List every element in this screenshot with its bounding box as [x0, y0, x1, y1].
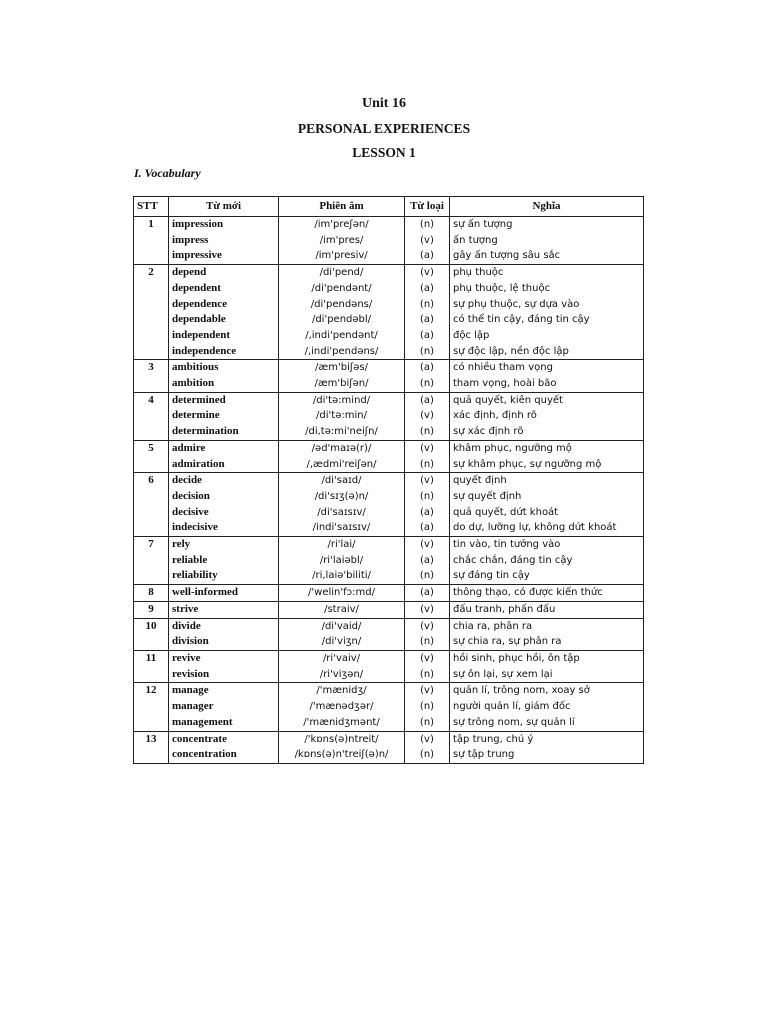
cell-pronunciation-line: /,indi'pendəns/ [304, 345, 379, 357]
cell-meaning-line: sự khâm phục, sự ngưỡng mộ [453, 458, 602, 470]
cell-part-of-speech-line: (a) [420, 362, 434, 374]
cell-word-line: rely [172, 538, 191, 551]
cell-word [169, 731, 279, 763]
cell-part-of-speech-line: (v) [420, 733, 434, 745]
cell-pronunciation-line: /kɒns(ə)n'treiʃ(ə)n/ [294, 749, 389, 761]
cell-word [169, 585, 279, 602]
cell-part-of-speech [405, 265, 450, 360]
cell-word-line: concentration [172, 748, 237, 761]
cell-pronunciation [279, 473, 405, 537]
cell-part-of-speech-line: (v) [420, 442, 434, 454]
cell-stt: 9 [134, 601, 169, 618]
cell-meaning-line: chia ra, phân ra [453, 620, 533, 632]
table-row [134, 440, 644, 472]
cell-pronunciation-line: /əd'maɪə(r)/ [311, 442, 372, 454]
cell-part-of-speech [405, 473, 450, 537]
cell-meaning-line: gây ấn tượng sâu sắc [453, 250, 561, 262]
cell-part-of-speech-line: (v) [420, 475, 434, 487]
cell-part-of-speech-line: (a) [420, 522, 434, 534]
cell-meaning-line: sự trông nom, sự quản lí [453, 716, 575, 728]
cell-part-of-speech [405, 601, 450, 618]
cell-meaning [450, 217, 644, 265]
cell-word-line: depend [172, 266, 207, 279]
cell-pronunciation-line: /ri,laiə'biliti/ [312, 570, 371, 582]
cell-meaning [450, 618, 644, 650]
header-pronunciation: Phiên âm [279, 197, 405, 217]
cell-word-line: decisive [172, 505, 209, 518]
cell-word [169, 440, 279, 472]
cell-stt: 6 [134, 473, 169, 537]
cell-pronunciation-line: /di'vaid/ [321, 620, 362, 632]
cell-pronunciation [279, 650, 405, 682]
cell-meaning-line: ấn tượng [453, 234, 498, 246]
cell-part-of-speech-line: (v) [420, 603, 434, 615]
cell-part-of-speech-line: (n) [419, 378, 435, 390]
cell-word-line: manage [172, 684, 209, 697]
header-part-of-speech: Từ loại [405, 197, 450, 217]
cell-part-of-speech-line: (a) [420, 587, 434, 599]
cell-part-of-speech-line: (n) [419, 490, 435, 502]
cell-part-of-speech-line: (n) [419, 426, 435, 438]
cell-part-of-speech-line: (n) [419, 345, 435, 357]
lesson-title: LESSON 1 [352, 145, 416, 160]
cell-word-line: concentrate [172, 732, 227, 745]
cell-word-line: ambitious [172, 361, 219, 374]
cell-meaning-line: tham vọng, hoài bão [453, 378, 557, 390]
vocabulary-table [133, 196, 644, 764]
cell-part-of-speech-line: (n) [419, 749, 435, 761]
cell-pronunciation-line: /indi'saɪsɪv/ [312, 522, 371, 534]
cell-pronunciation-line: /im'preʃən/ [314, 219, 369, 230]
cell-word [169, 392, 279, 440]
cell-word [169, 473, 279, 537]
cell-pronunciation [279, 618, 405, 650]
cell-meaning [450, 537, 644, 585]
cell-meaning [450, 731, 644, 763]
cell-word-line: management [172, 715, 233, 728]
cell-word-line: independent [172, 328, 231, 341]
cell-part-of-speech-line: (n) [419, 298, 435, 310]
cell-word [169, 650, 279, 682]
cell-pronunciation [279, 440, 405, 472]
cell-word-line: well-informed [172, 586, 238, 599]
cell-part-of-speech-line: (v) [420, 652, 434, 664]
table-row [134, 601, 644, 618]
cell-word-line: admire [172, 441, 206, 454]
cell-meaning [450, 650, 644, 682]
cell-word-line: determination [172, 425, 239, 438]
header-stt: STT [134, 197, 169, 217]
cell-pronunciation [279, 217, 405, 265]
cell-part-of-speech-line: (n) [419, 219, 435, 230]
cell-pronunciation-line: /di'pendənt/ [311, 282, 372, 294]
cell-meaning-line: hồi sinh, phục hồi, ôn tập [453, 652, 580, 664]
table-row [134, 683, 644, 731]
cell-part-of-speech [405, 585, 450, 602]
table-row [134, 537, 644, 585]
cell-pronunciation-line: /æm'biʃən/ [314, 378, 369, 390]
cell-meaning-line: khâm phục, ngưỡng mộ [453, 442, 572, 454]
cell-meaning [450, 683, 644, 731]
table-row [134, 360, 644, 392]
cell-meaning [450, 360, 644, 392]
cell-part-of-speech-line: (a) [420, 329, 434, 341]
cell-word-line: independence [172, 344, 237, 357]
cell-stt: 1 [134, 217, 169, 265]
cell-word-line: dependent [172, 281, 221, 294]
cell-pronunciation-line: /di'pendəbl/ [311, 314, 372, 326]
cell-part-of-speech-line: (a) [420, 394, 434, 406]
cell-pronunciation-line: /di'saɪd/ [321, 475, 362, 487]
cell-pronunciation-line: /'mænidʒmənt/ [303, 716, 380, 728]
cell-word-line: admiration [172, 457, 225, 470]
cell-pronunciation [279, 601, 405, 618]
table-row [134, 392, 644, 440]
cell-part-of-speech [405, 360, 450, 392]
cell-meaning [450, 473, 644, 537]
cell-word-line: dependence [172, 297, 227, 310]
cell-part-of-speech [405, 392, 450, 440]
cell-word-line: indecisive [172, 521, 218, 534]
cell-meaning [450, 392, 644, 440]
cell-meaning-line: sự chia ra, sự phân ra [453, 636, 562, 648]
cell-pronunciation-line: /di'pendəns/ [310, 298, 373, 310]
cell-word-line: reliability [172, 569, 218, 582]
table-row [134, 618, 644, 650]
cell-meaning-line: quyết định [453, 475, 507, 487]
cell-pronunciation [279, 360, 405, 392]
cell-part-of-speech-line: (n) [419, 701, 435, 713]
cell-meaning [450, 601, 644, 618]
cell-pronunciation-line: /,ædmi'reiʃən/ [306, 458, 377, 470]
cell-pronunciation-line: /ri'viʒən/ [319, 668, 364, 680]
cell-pronunciation-line: /ri'laiəbl/ [319, 554, 364, 566]
cell-word-line: revision [172, 667, 210, 680]
cell-pronunciation [279, 731, 405, 763]
cell-word-line: revive [172, 651, 201, 664]
cell-part-of-speech [405, 440, 450, 472]
cell-stt: 12 [134, 683, 169, 731]
cell-meaning-line: đấu tranh, phấn đấu [453, 603, 556, 615]
cell-meaning-line: do dự, lưỡng lự, không dứt khoát [453, 522, 617, 534]
cell-stt: 13 [134, 731, 169, 763]
cell-pronunciation [279, 683, 405, 731]
cell-pronunciation-line: /di,tə:mi'neiʃn/ [305, 426, 378, 438]
cell-meaning [450, 265, 644, 360]
cell-word-line: reliable [172, 553, 208, 566]
cell-part-of-speech-line: (a) [420, 314, 434, 326]
cell-meaning-line: sự xác định rõ [453, 426, 524, 438]
cell-pronunciation-line: /di'saɪsɪv/ [317, 506, 366, 518]
cell-meaning-line: xác định, định rõ [453, 410, 537, 422]
header-word: Từ mới [169, 197, 279, 217]
cell-pronunciation [279, 392, 405, 440]
cell-word [169, 265, 279, 360]
cell-part-of-speech-line: (n) [419, 458, 435, 470]
cell-meaning-line: thông thạo, có được kiến thức [453, 587, 603, 599]
cell-meaning-line: tin vào, tin tưởng vào [453, 539, 561, 551]
cell-meaning-line: chắc chắn, đáng tin cậy [453, 554, 573, 566]
cell-stt: 8 [134, 585, 169, 602]
cell-word-line: impressive [172, 249, 222, 262]
cell-meaning-line: có thể tin cậy, đáng tin cậy [453, 314, 590, 326]
cell-part-of-speech-line: (n) [419, 668, 435, 680]
cell-stt: 3 [134, 360, 169, 392]
table-row [134, 650, 644, 682]
cell-meaning-line: có nhiều tham vọng [453, 362, 553, 374]
cell-stt: 5 [134, 440, 169, 472]
cell-pronunciation-line: /straiv/ [324, 603, 359, 615]
cell-pronunciation-line: /di'sɪʒ(ə)n/ [314, 490, 369, 502]
cell-meaning-line: quả quyết, dứt khoát [453, 506, 559, 518]
cell-stt: 11 [134, 650, 169, 682]
cell-meaning-line: sự ôn lại, sự xem lại [453, 668, 553, 680]
table-row [134, 585, 644, 602]
cell-part-of-speech-line: (v) [420, 620, 434, 632]
cell-word [169, 217, 279, 265]
cell-meaning-line: quản lí, trông nom, xoay sở [453, 685, 590, 697]
cell-meaning-line: người quản lí, giám đốc [453, 701, 571, 713]
cell-word-line: dependable [172, 313, 226, 326]
cell-pronunciation-line: /di'pend/ [319, 267, 364, 279]
cell-meaning-line: sự ấn tượng [453, 219, 513, 230]
cell-meaning-line: sự phụ thuộc, sự dựa vào [453, 298, 580, 310]
cell-meaning [450, 585, 644, 602]
cell-pronunciation [279, 537, 405, 585]
cell-meaning-line: phụ thuộc, lệ thuộc [453, 282, 551, 294]
cell-pronunciation-line: /'welin'fɔ:md/ [308, 587, 375, 599]
cell-part-of-speech [405, 217, 450, 265]
cell-meaning-line: sự quyết định [453, 490, 522, 502]
table-row [134, 731, 644, 763]
section-heading: I. Vocabulary [134, 166, 201, 180]
cell-part-of-speech-line: (n) [419, 716, 435, 728]
cell-stt: 2 [134, 265, 169, 360]
cell-stt: 4 [134, 392, 169, 440]
header-meaning: Nghĩa [450, 197, 644, 217]
cell-word [169, 683, 279, 731]
cell-pronunciation-line: /,indi'pendənt/ [305, 329, 378, 341]
cell-word [169, 618, 279, 650]
cell-pronunciation [279, 265, 405, 360]
table-row [134, 473, 644, 537]
cell-part-of-speech-line: (v) [420, 234, 434, 246]
cell-part-of-speech-line: (a) [420, 282, 434, 294]
cell-word [169, 537, 279, 585]
cell-pronunciation-line: /di'viʒn/ [321, 636, 362, 648]
cell-part-of-speech-line: (v) [420, 410, 434, 422]
cell-meaning-line: quả quyết, kiên quyết [453, 394, 563, 406]
cell-meaning [450, 440, 644, 472]
cell-pronunciation-line: /di'tə:min/ [316, 410, 367, 422]
cell-word-line: impression [172, 218, 224, 230]
table-row [134, 265, 644, 360]
cell-word-line: strive [172, 602, 199, 615]
cell-word-line: decision [172, 489, 210, 502]
cell-meaning-line: phụ thuộc [453, 267, 504, 279]
cell-part-of-speech-line: (v) [420, 267, 434, 279]
unit-topic: PERSONAL EXPERIENCES [297, 121, 471, 136]
cell-part-of-speech-line: (v) [420, 685, 434, 697]
cell-part-of-speech [405, 537, 450, 585]
cell-word-line: division [172, 635, 209, 648]
cell-word [169, 601, 279, 618]
cell-word-line: divide [172, 619, 201, 632]
cell-part-of-speech [405, 618, 450, 650]
cell-meaning-line: sự độc lập, nền độc lập [453, 345, 569, 357]
table-header-row [134, 197, 644, 217]
cell-word-line: determined [172, 393, 226, 406]
cell-word-line: determine [172, 409, 220, 422]
cell-word-line: decide [172, 474, 202, 487]
cell-part-of-speech [405, 650, 450, 682]
cell-meaning-line: độc lập [453, 329, 490, 341]
cell-part-of-speech [405, 683, 450, 731]
table-row [134, 217, 644, 265]
cell-part-of-speech-line: (a) [420, 506, 434, 518]
cell-meaning-line: tập trung, chú ý [453, 733, 534, 745]
cell-pronunciation-line: /ri'vaiv/ [322, 652, 361, 664]
vocabulary-body [134, 217, 644, 764]
cell-word [169, 360, 279, 392]
cell-stt: 10 [134, 618, 169, 650]
cell-stt: 7 [134, 537, 169, 585]
cell-part-of-speech-line: (n) [419, 570, 435, 582]
cell-word-line: impress [172, 233, 209, 246]
cell-pronunciation-line: /'mænədʒər/ [309, 701, 374, 713]
cell-pronunciation-line: /ri'lai/ [327, 539, 356, 551]
unit-title: Unit 16 [362, 96, 406, 111]
cell-pronunciation-line: /'mænidʒ/ [316, 685, 367, 697]
cell-part-of-speech-line: (a) [420, 250, 434, 262]
cell-pronunciation-line: /'kɒns(ə)ntreit/ [304, 733, 379, 745]
cell-meaning-line: sự đáng tin cậy [453, 570, 530, 582]
cell-part-of-speech-line: (v) [420, 539, 434, 551]
cell-pronunciation-line: /im'pres/ [319, 234, 364, 246]
cell-word-line: ambition [172, 377, 215, 390]
cell-pronunciation-line: /di'tə:mind/ [312, 394, 371, 406]
cell-pronunciation [279, 585, 405, 602]
cell-pronunciation-line: /im'presiv/ [315, 250, 368, 262]
cell-word-line: manager [172, 700, 214, 713]
cell-part-of-speech-line: (n) [419, 636, 435, 648]
cell-part-of-speech [405, 731, 450, 763]
cell-pronunciation-line: /æm'biʃəs/ [315, 362, 368, 374]
cell-part-of-speech-line: (a) [420, 554, 434, 566]
cell-meaning-line: sự tập trung [453, 749, 515, 761]
